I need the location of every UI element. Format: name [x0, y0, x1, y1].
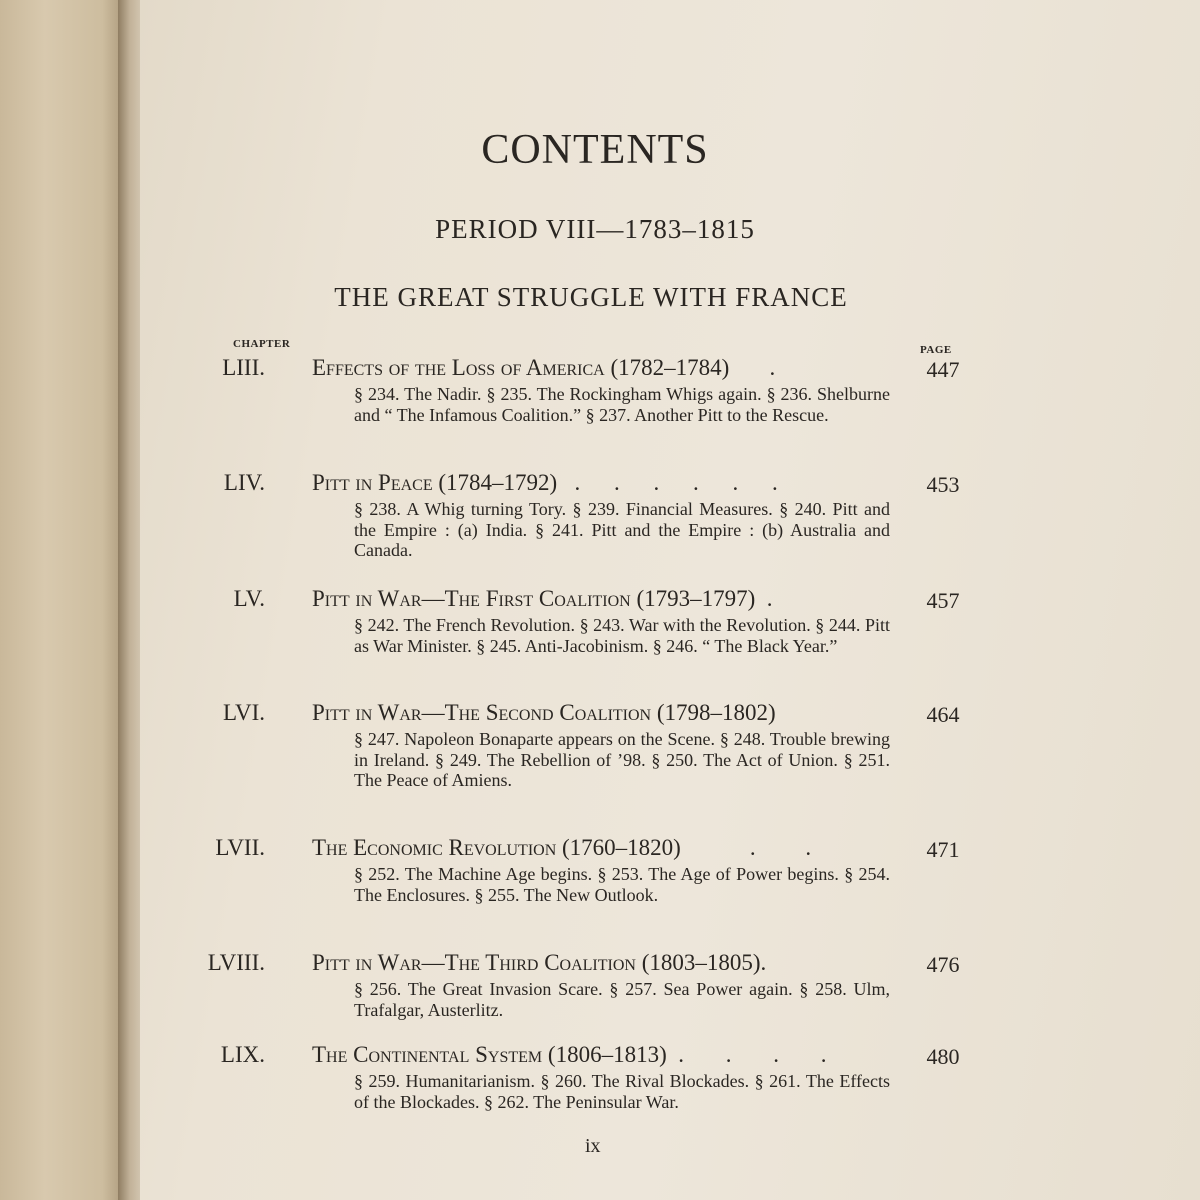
toc-entry	[140, 1042, 970, 1112]
toc-entry-heading	[140, 700, 970, 730]
toc-entry	[140, 835, 970, 905]
chapter-dates: (1806–1813)	[547, 1042, 667, 1067]
dot-leader: . . . .	[678, 1042, 845, 1067]
dot-leader: .	[769, 355, 776, 380]
chapter-dates: (1793–1797)	[636, 586, 756, 611]
toc-entry	[140, 950, 970, 1020]
chapter-number: LIX.	[220, 1042, 265, 1067]
page-folio: ix	[585, 1135, 601, 1157]
dot-leader: .	[760, 950, 767, 975]
chapter-summary: § 247. Napoleon Bonaparte appears on the Scene. § 248. Trouble brewing in Ireland. § 249. The Rebellion of ’98. § 250. The Act of Union. § 251. The Peace of Amiens.	[354, 729, 890, 790]
chapter-title: The Economic Revolution (1760–1820) . .	[312, 835, 834, 860]
chapter-page-number: 471	[926, 837, 960, 862]
toc-entry-heading	[140, 1042, 970, 1072]
chapter-page-number: 464	[926, 702, 960, 727]
page-title: CONTENTS	[481, 127, 709, 173]
chapter-summary: § 238. A Whig turning Tory. § 239. Financial Measures. § 240. Pitt and the Empire : (a) India. § 241. Pitt and the Empire : (b) Australia and Canada.	[354, 499, 890, 560]
chapter-summary: § 259. Humanitarianism. § 260. The Rival Blockades. § 261. The Effects of the Blockades. § 262. The Peninsular War.	[354, 1071, 890, 1112]
period-heading: PERIOD VIII—1783–1815	[435, 214, 755, 244]
chapter-dates: (1784–1792)	[438, 470, 558, 495]
chapter-number: LVIII.	[207, 950, 265, 975]
chapter-summary: § 256. The Great Invasion Scare. § 257. Sea Power again. § 258. Ulm, Trafalgar, Austerlitz.	[354, 979, 890, 1020]
toc-entry-heading	[140, 835, 970, 865]
chapter-column-label: CHAPTER	[233, 338, 291, 350]
toc-entry-heading	[140, 586, 970, 616]
toc-entry-heading	[140, 470, 970, 500]
chapter-number: LV.	[233, 586, 265, 611]
chapter-title: Pitt in War—The Second Coalition (1798–1802)	[312, 700, 776, 725]
left-page-edge	[0, 0, 128, 1200]
dot-leader: . . . . . .	[574, 470, 792, 495]
chapter-number: LVII.	[215, 835, 265, 860]
chapter-number: LIII.	[222, 355, 265, 380]
toc-entry	[140, 355, 970, 425]
chapter-page-number: 476	[926, 952, 960, 977]
chapter-title: Pitt in War—The Third Coalition (1803–1805).	[312, 950, 767, 975]
toc-entry-heading	[140, 355, 970, 385]
chapter-number: LVI.	[223, 700, 265, 725]
chapter-title: Pitt in Peace (1784–1792) . . . . . .	[312, 470, 792, 495]
chapter-title: Effects of the Loss of America (1782–1784) .	[312, 355, 776, 380]
toc-entry	[140, 470, 970, 561]
chapter-title: The Continental System (1806–1813) . . . .	[312, 1042, 845, 1067]
chapter-summary: § 252. The Machine Age begins. § 253. The Age of Power begins. § 254. The Enclosures. § 255. The New Outlook.	[354, 864, 890, 905]
chapter-page-number: 447	[926, 357, 960, 382]
chapter-dates: (1760–1820)	[562, 835, 681, 860]
page-column-label: PAGE	[920, 344, 952, 356]
chapter-page-number: 457	[926, 588, 960, 613]
chapter-title: Pitt in War—The First Coalition (1793–1797) .	[312, 586, 773, 611]
chapter-summary: § 234. The Nadir. § 235. The Rockingham Whigs again. § 236. Shelburne and “ The Infamous Coalition.” § 237. Another Pitt to the Rescue.	[354, 384, 890, 425]
dot-leader: . .	[749, 835, 834, 860]
toc-entry	[140, 586, 970, 656]
section-subtitle: THE GREAT STRUGGLE WITH FRANCE	[334, 282, 848, 312]
chapter-dates: (1803–1805)	[641, 950, 761, 975]
dot-leader: .	[766, 586, 773, 611]
chapter-summary: § 242. The French Revolution. § 243. War with the Revolution. § 244. Pitt as War Minister. § 245. Anti-Jacobinism. § 246. “ The Black Year.”	[354, 615, 890, 656]
chapter-page-number: 480	[926, 1044, 960, 1069]
toc-entry	[140, 700, 970, 791]
chapter-page-number: 453	[926, 472, 960, 497]
chapter-dates: (1782–1784)	[610, 355, 730, 380]
toc-entry-heading	[140, 950, 970, 980]
chapter-dates: (1798–1802)	[656, 700, 776, 725]
chapter-number: LIV.	[223, 470, 265, 495]
